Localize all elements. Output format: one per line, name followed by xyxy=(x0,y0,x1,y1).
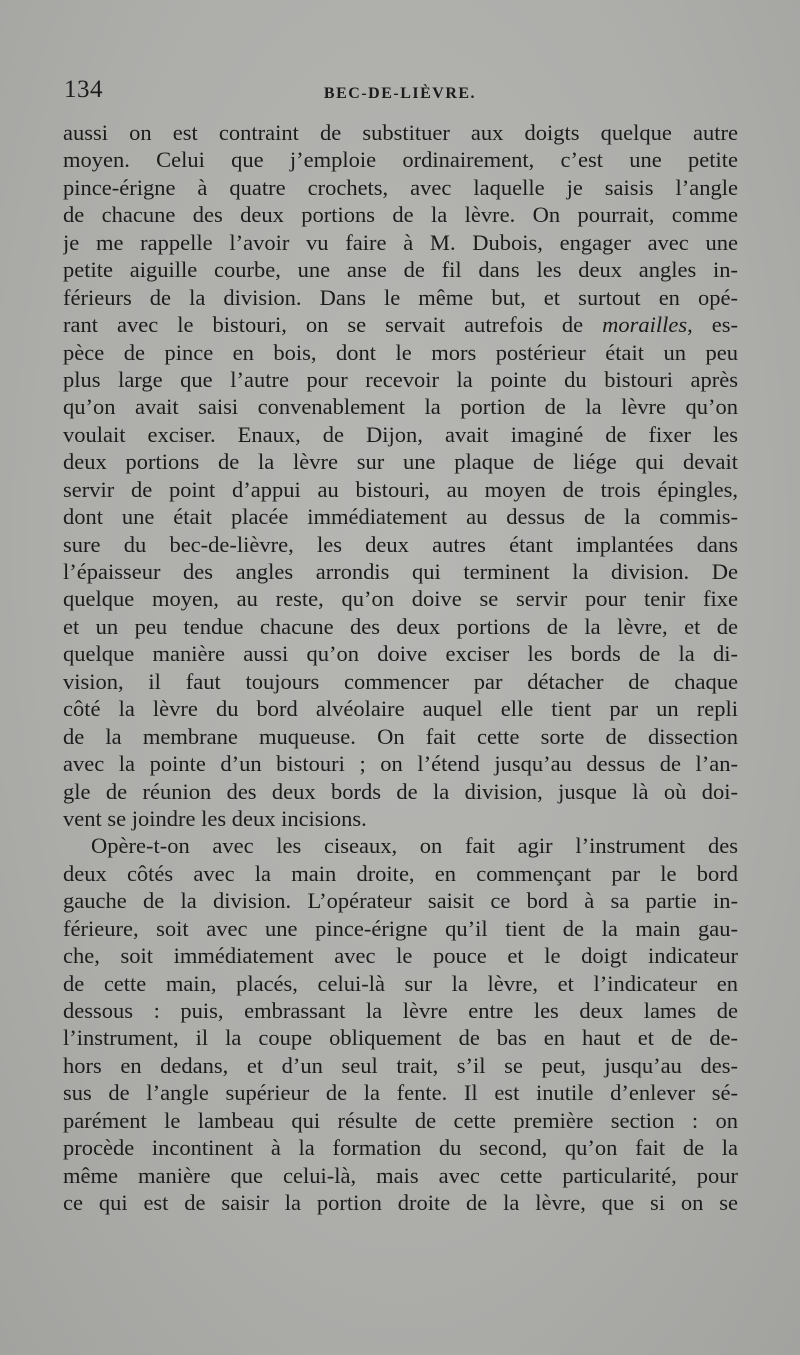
text-line: sus de l’angle supérieur de la fente. Il est inutile d’enlever sé- xyxy=(63,1080,738,1106)
text-line: et un peu tendue chacune des deux portions de la lèvre, et de xyxy=(63,613,738,639)
text-line: avec la pointe d’un bistouri ; on l’étend jusqu’au dessus de l’an- xyxy=(63,751,738,777)
text-line: aussi on est contraint de substituer aux doigts quelque autre xyxy=(63,120,738,145)
text-line: vision, il faut toujours commencer par détacher de chaque xyxy=(63,668,738,694)
text-line: qu’on avait saisi convenablement la portion de la lèvre qu’on xyxy=(63,394,738,420)
text-line: plus large que l’autre pour recevoir la pointe du bistouri après xyxy=(63,366,738,392)
text-line: même manière que celui-là, mais avec cette particularité, pour xyxy=(63,1162,738,1188)
text-line: rant avec le bistouri, on se servait autrefois de morailles, es- xyxy=(63,312,738,338)
text-line: servir de point d’appui au bistouri, au moyen de trois épingles, xyxy=(63,476,738,502)
body-text xyxy=(63,119,738,1217)
text-line: deux portions de la lèvre sur une plaque de liége qui devait xyxy=(63,449,738,475)
text-line: dessous : puis, embrassant la lèvre entre les deux lames de xyxy=(63,998,738,1023)
text-line: je me rappelle l’avoir vu faire à M. Dubois, engager avec une xyxy=(63,229,738,255)
text-line: l’instrument, il la coupe obliquement de bas en haut et de de- xyxy=(63,1025,738,1051)
text-line: che, soit immédiatement avec le pouce et le doigt indicateur xyxy=(63,943,738,969)
text-line: pèce de pince en bois, dont le mors postérieur était un peu xyxy=(63,339,738,365)
text-line: l’épaisseur des angles arrondis qui terminent la division. De xyxy=(63,559,738,584)
text-line: parément le lambeau qui résulte de cette première section : on xyxy=(63,1107,738,1133)
italic-term: morailles xyxy=(602,312,688,338)
text-line: gle de réunion des deux bords de la division, jusque là où doi- xyxy=(63,778,738,804)
text-line: côté la lèvre du bord alvéolaire auquel elle tient par un repli xyxy=(63,696,738,722)
text-line: de chacune des deux portions de la lèvre. On pourrait, comme xyxy=(63,202,738,228)
text-line: deux côtés avec la main droite, en commençant par le bord xyxy=(63,860,738,886)
text-line: hors en dedans, et d’un seul trait, s’il se peut, jusqu’au des- xyxy=(63,1052,738,1078)
running-title: BEC-DE-LIÈVRE. xyxy=(323,85,477,102)
text-line: procède incontinent à la formation du second, qu’on fait de la xyxy=(63,1135,738,1161)
text-line: quelque manière aussi qu’on doive exciser les bords de la di- xyxy=(63,641,738,667)
text-line: pince-érigne à quatre crochets, avec laquelle je saisis l’angle xyxy=(63,174,738,200)
text-line: sure du bec-de-lièvre, les deux autres étant implantées dans xyxy=(63,531,738,557)
page-number: 134 xyxy=(64,76,103,103)
text-line: quelque moyen, au reste, qu’on doive se servir pour tenir fixe xyxy=(63,586,738,612)
paragraph-start-line: Opère-t-on avec les ciseaux, on fait agir l’instrument des xyxy=(91,833,738,859)
text-line: férieurs de la division. Dans le même but, et surtout en opé- xyxy=(63,284,738,310)
text-line: de la membrane muqueuse. On fait cette sorte de dissection xyxy=(63,723,738,749)
text-line: de cette main, placés, celui-là sur la lèvre, et l’indicateur en xyxy=(63,970,738,996)
text-line: petite aiguille courbe, une anse de fil dans les deux angles in- xyxy=(63,257,738,283)
text-line: voulait exciser. Enaux, de Dijon, avait imaginé de fixer les xyxy=(63,421,738,447)
paragraph-end-line: vent se joindre les deux incisions. xyxy=(63,805,367,831)
text-line: ce qui est de saisir la portion droite de la lèvre, que si on se xyxy=(63,1190,738,1216)
text-line: gauche de la division. L’opérateur saisit ce bord à sa partie in- xyxy=(63,888,738,914)
text-line: moyen. Celui que j’emploie ordinairement, c’est une petite xyxy=(63,147,738,173)
text-line: dont une était placée immédiatement au dessus de la commis- xyxy=(63,504,738,530)
text-line: férieure, soit avec une pince-érigne qu’il tient de la main gau- xyxy=(63,915,738,941)
